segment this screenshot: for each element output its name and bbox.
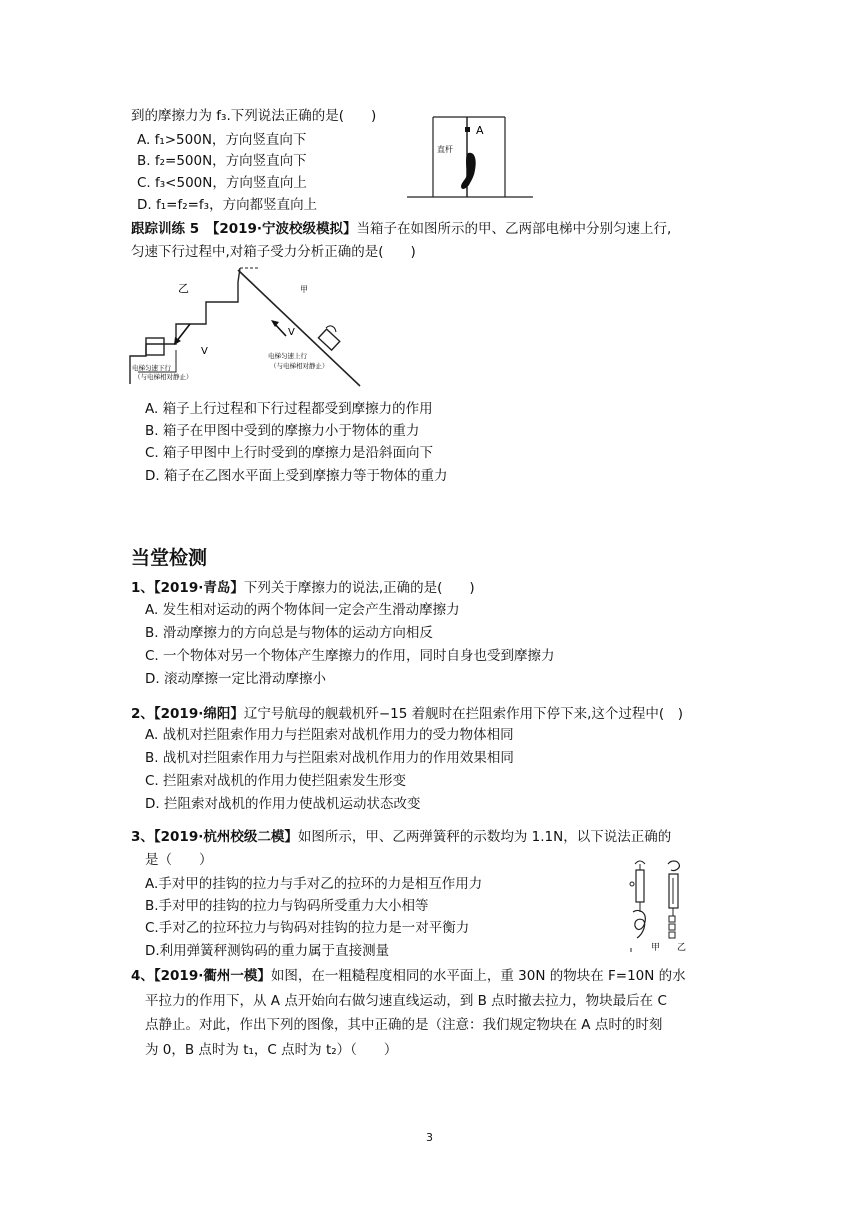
fig-label-jia: 甲 bbox=[300, 285, 308, 294]
fig-label-v-jia: V bbox=[288, 327, 295, 338]
q2-stem-text: 辽宁号航母的舰载机歼−15 着舰时在拦阻索作用下停下来,这个过程中( ) bbox=[243, 706, 683, 722]
q3-stem-line-1 bbox=[131, 827, 671, 847]
q1-stem bbox=[131, 578, 475, 598]
page-number: 3 bbox=[426, 1131, 433, 1144]
prev-option-b: B. f₂=500N，方向竖直向下 bbox=[137, 153, 307, 169]
gz5-option-c: C. 箱子甲图中上行时受到的摩擦力是沿斜面向下 bbox=[145, 445, 434, 461]
q1-option-d: D. 滚动摩擦一定比滑动摩擦小 bbox=[145, 671, 326, 687]
q2-stem bbox=[131, 704, 683, 724]
prev-option-a: A. f₁>500N，方向竖直向下 bbox=[137, 132, 307, 148]
section-title: 当堂检测 bbox=[131, 547, 208, 569]
q2-label: 2、【2019·绵阳】 bbox=[131, 706, 244, 722]
q1-option-b: B. 滑动摩擦力的方向总是与物体的运动方向相反 bbox=[145, 625, 433, 641]
q2-option-b: B. 战机对拦阻索作用力与拦阻索对战机作用力的作用效果相同 bbox=[145, 750, 514, 766]
q4-stem-line-2: 平拉力的作用下，从 A 点开始向右做匀速直线运动，到 B 点时撤去拉力，物块最后在 C bbox=[145, 993, 667, 1009]
q2-option-c: C. 拦阻索对战机的作用力使拦阻索发生形变 bbox=[145, 773, 407, 789]
q2-option-a: A. 战机对拦阻索作用力与拦阻索对战机作用力的受力物体相同 bbox=[145, 727, 514, 743]
q3-stem-line-2: 是（ ） bbox=[145, 852, 213, 868]
gz5-stem-line-1 bbox=[131, 219, 671, 239]
q1-option-c: C. 一个物体对另一个物体产生摩擦力的作用，同时自身也受到摩擦力 bbox=[145, 648, 555, 664]
gz5-option-b: B. 箱子在甲图中受到的摩擦力小于物体的重力 bbox=[145, 423, 420, 439]
q3-label: 3、【2019·杭州校级二模】 bbox=[131, 829, 298, 845]
q3-option-b: B.手对甲的挂钩的拉力与钩码所受重力大小相等 bbox=[145, 898, 429, 914]
q4-stem-text: 如图，在一粗糙程度相同的水平面上，重 30N 的物块在 F=10N 的水 bbox=[270, 968, 686, 984]
fig-label-pole: 直杆 bbox=[437, 145, 453, 154]
gz5-stem-1: 当箱子在如图所示的甲、乙两部电梯中分别匀速上行, bbox=[356, 221, 672, 237]
q3-option-d: D.利用弹簧秤测钩码的重力属于直接测量 bbox=[145, 943, 390, 959]
fig-label-down-1: 电梯匀速下行 bbox=[132, 364, 171, 372]
gz5-option-a: A. 箱子上行过程和下行过程都受到摩擦力的作用 bbox=[145, 401, 433, 417]
fig-label-jia: 甲 bbox=[651, 943, 661, 953]
q2-option-d: D. 拦阻索对战机的作用力使战机运动状态改变 bbox=[145, 796, 421, 812]
fig-label-a: A bbox=[476, 124, 484, 137]
fig-label-up-2: （与电梯相对静止） bbox=[270, 362, 329, 370]
fig-label-down-2: （与电梯相对静止） bbox=[134, 373, 193, 381]
spring-scale-figure bbox=[625, 860, 695, 955]
gz5-option-d: D. 箱子在乙图水平面上受到摩擦力等于物体的重力 bbox=[145, 468, 448, 484]
fig-label-up-1: 电梯匀速上行 bbox=[268, 352, 307, 360]
q1-label: 1、【2019·青岛】 bbox=[131, 580, 244, 596]
q4-stem-line-3: 点静止。对此，作出下列的图像，其中正确的是（注意：我们规定物块在 A 点时的时刻 bbox=[145, 1017, 663, 1033]
q1-stem-text: 下列关于摩擦力的说法,正确的是( ) bbox=[243, 580, 475, 596]
q3-option-a: A.手对甲的挂钩的拉力与手对乙的拉环的力是相互作用力 bbox=[145, 876, 483, 892]
gz5-label: 跟踪训练 5 【2019·宁波校级模拟】 bbox=[131, 221, 357, 237]
q1-option-a: A. 发生相对运动的两个物体间一定会产生滑动摩擦力 bbox=[145, 602, 460, 618]
escalator-figure bbox=[128, 262, 363, 387]
q4-label: 4、【2019·衢州一模】 bbox=[131, 968, 271, 984]
gz5-stem-line-2: 匀速下行过程中,对箱子受力分析正确的是( ) bbox=[131, 244, 416, 260]
q3-stem-text: 如图所示，甲、乙两弹簧秤的示数均为 1.1N，以下说法正确的 bbox=[297, 829, 672, 845]
q4-stem-line-1 bbox=[131, 966, 686, 986]
prev-option-c: C. f₃<500N，方向竖直向上 bbox=[137, 175, 307, 191]
q3-option-c: C.手对乙的拉环拉力与钩码对挂钩的拉力是一对平衡力 bbox=[145, 920, 470, 936]
fig-label-v-yi: V bbox=[201, 346, 208, 357]
fig-label-yi: 乙 bbox=[178, 282, 189, 295]
prev-option-d: D. f₁=f₂=f₃，方向都竖直向上 bbox=[137, 197, 318, 213]
q4-stem-line-4: 为 0，B 点时为 t₁，C 点时为 t₂）（ ） bbox=[145, 1042, 398, 1058]
fig-label-yi: 乙 bbox=[677, 943, 687, 953]
pole-climber-figure bbox=[405, 115, 535, 205]
prev-question-line: 到的摩擦力为 f₃.下列说法正确的是( ) bbox=[131, 108, 377, 124]
